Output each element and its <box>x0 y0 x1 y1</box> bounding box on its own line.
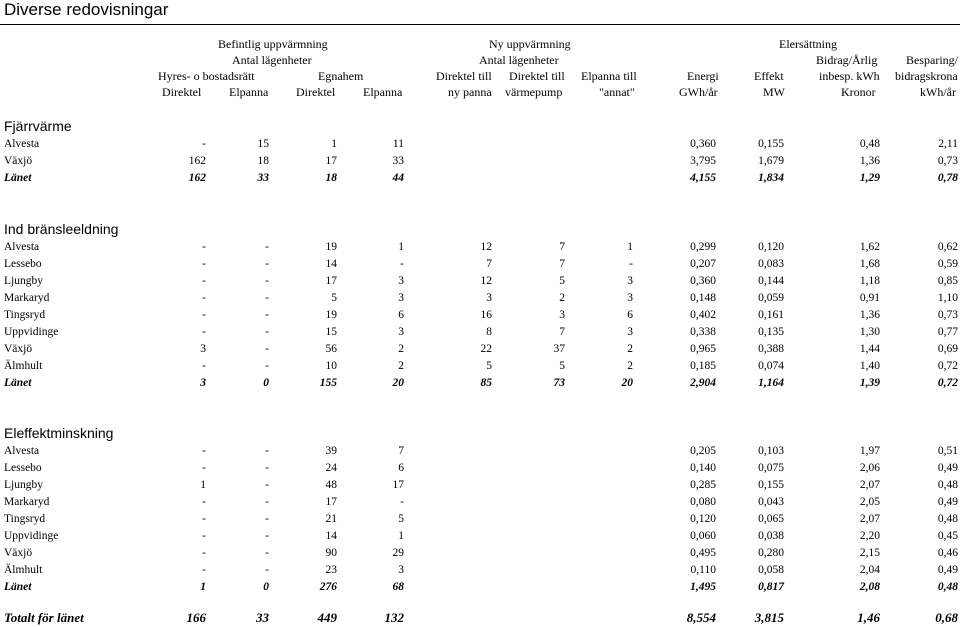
header-antal-lagenheter-ny: Antal lägenheter <box>479 53 559 67</box>
cell-c7: 1 <box>627 241 633 253</box>
cell-c5: 12 <box>480 275 492 287</box>
cell-kwh: 0,77 <box>937 326 958 338</box>
header-antal-lagenheter-befintlig: Antal lägenheter <box>232 53 312 67</box>
cell-c1: 3 <box>200 377 206 389</box>
row-label: Markaryd <box>4 292 50 304</box>
header-elpanna-till: Elpanna till <box>581 69 637 83</box>
cell-energi: 0,360 <box>690 138 716 150</box>
cell-c3: 14 <box>325 530 337 542</box>
cell-c3: 1 <box>331 138 337 150</box>
header-befintlig-uppvarmning: Befintlig uppvärmning <box>218 37 328 51</box>
row-label: Alvesta <box>4 138 40 150</box>
cell-c4: 3 <box>398 564 404 576</box>
cell-c3: 17 <box>325 496 337 508</box>
cell-energi: 8,554 <box>686 610 716 625</box>
cell-c3: 155 <box>319 377 337 389</box>
cell-c2: - <box>265 496 269 508</box>
row-label: Lessebo <box>4 462 42 474</box>
cell-c4: 132 <box>384 610 404 625</box>
cell-effekt: 0,058 <box>758 564 784 576</box>
cell-energi: 0,060 <box>690 530 716 542</box>
cell-c4: 3 <box>398 292 404 304</box>
cell-c1: - <box>202 292 206 304</box>
cell-c3: 14 <box>325 258 337 270</box>
cell-c1: - <box>202 360 206 372</box>
cell-c6: 7 <box>559 326 565 338</box>
cell-c6: 3 <box>559 309 565 321</box>
cell-c1: - <box>202 564 206 576</box>
cell-c2: 0 <box>263 581 269 593</box>
total-row <box>0 376 960 391</box>
cell-effekt: 0,280 <box>758 547 784 559</box>
cell-kwh: 0,73 <box>937 309 958 321</box>
cell-c4: 44 <box>392 172 404 184</box>
cell-energi: 0,285 <box>690 479 716 491</box>
table-row <box>0 512 960 527</box>
total-row <box>0 580 960 595</box>
cell-effekt: 0,083 <box>758 258 784 270</box>
cell-c7: 20 <box>621 377 633 389</box>
table-row <box>0 563 960 578</box>
cell-c7: 2 <box>627 360 633 372</box>
cell-c6: 2 <box>559 292 565 304</box>
cell-energi: 0,110 <box>690 564 716 576</box>
cell-c2: - <box>265 241 269 253</box>
grand-total-row <box>0 610 960 625</box>
cell-energi: 0,207 <box>690 258 716 270</box>
cell-c1: 1 <box>200 479 206 491</box>
cell-c6: 5 <box>559 275 565 287</box>
cell-c3: 19 <box>325 241 337 253</box>
cell-c1: 166 <box>186 610 206 625</box>
cell-kwh: 0,72 <box>937 377 958 389</box>
cell-energi: 0,205 <box>690 445 716 457</box>
cell-kwh: 0,48 <box>937 513 958 525</box>
row-label: Länet <box>4 172 32 184</box>
header-ny-uppvarmning: Ny uppvärmning <box>489 37 571 51</box>
cell-c2: 18 <box>257 155 269 167</box>
cell-effekt: 0,155 <box>758 138 784 150</box>
header-direktel-till-2: Direktel till <box>509 69 565 83</box>
cell-effekt: 0,135 <box>758 326 784 338</box>
cell-kwh: 0,46 <box>937 547 958 559</box>
cell-kronor: 1,30 <box>859 326 880 338</box>
cell-c1: - <box>202 496 206 508</box>
cell-c4: 2 <box>398 360 404 372</box>
cell-c2: - <box>265 564 269 576</box>
cell-c3: 17 <box>325 275 337 287</box>
cell-c4: 17 <box>392 479 404 491</box>
cell-c1: - <box>202 445 206 457</box>
row-label: Uppvidinge <box>4 530 59 542</box>
cell-c1: - <box>202 547 206 559</box>
cell-c2: - <box>265 292 269 304</box>
cell-kronor: 2,07 <box>859 479 880 491</box>
cell-kronor: 1,68 <box>859 258 880 270</box>
table-row <box>0 444 960 459</box>
cell-energi: 2,904 <box>690 377 716 389</box>
header-direktel-1: Direktel <box>162 85 202 99</box>
cell-c3: 19 <box>325 309 337 321</box>
row-label: Lessebo <box>4 258 42 270</box>
cell-c2: 0 <box>263 377 269 389</box>
cell-c2: 33 <box>257 172 269 184</box>
cell-effekt: 0,059 <box>758 292 784 304</box>
cell-c7: 3 <box>627 275 633 287</box>
cell-effekt: 1,834 <box>758 172 784 184</box>
cell-energi: 0,402 <box>690 309 716 321</box>
cell-c4: 6 <box>398 309 404 321</box>
cell-c4: 7 <box>398 445 404 457</box>
cell-kronor: 1,97 <box>859 445 880 457</box>
cell-kronor: 1,18 <box>859 275 880 287</box>
header-besparing: Besparing/ <box>906 53 958 67</box>
cell-kronor: 2,04 <box>859 564 880 576</box>
header-gwh-ar: GWh/år <box>679 85 718 99</box>
table-row <box>0 154 960 169</box>
cell-c7: 3 <box>627 292 633 304</box>
header-direktel-2: Direktel <box>296 85 336 99</box>
header-bidrag-arlig: Bidrag/Årlig <box>816 53 878 67</box>
cell-kwh: 0,49 <box>937 462 958 474</box>
header-mw: MW <box>763 85 785 99</box>
cell-c1: 162 <box>188 155 206 167</box>
cell-kronor: 1,39 <box>859 377 880 389</box>
cell-c4: 6 <box>398 462 404 474</box>
cell-kronor: 1,36 <box>859 155 880 167</box>
cell-energi: 0,965 <box>690 343 716 355</box>
header-hyres-bostadsratt: Hyres- o bostadsrätt <box>158 69 255 83</box>
cell-effekt: 0,065 <box>758 513 784 525</box>
cell-c2: 33 <box>256 610 269 625</box>
cell-kronor: 1,46 <box>857 610 880 625</box>
cell-c6: 37 <box>553 343 565 355</box>
cell-c1: - <box>202 275 206 287</box>
cell-kwh: 0,68 <box>935 610 958 625</box>
cell-kronor: 1,44 <box>859 343 880 355</box>
row-label: Älmhult <box>4 564 43 576</box>
table-row <box>0 257 960 272</box>
cell-c2: - <box>265 326 269 338</box>
cell-c4: 33 <box>392 155 404 167</box>
cell-c2: - <box>265 258 269 270</box>
cell-c4: 3 <box>398 326 404 338</box>
cell-kronor: 2,05 <box>859 496 880 508</box>
cell-kronor: 2,08 <box>859 581 880 593</box>
cell-c6: 73 <box>553 377 565 389</box>
cell-effekt: 0,103 <box>758 445 784 457</box>
table-row <box>0 240 960 255</box>
cell-c1: - <box>202 241 206 253</box>
table-row <box>0 291 960 306</box>
header-kwh-ar: kWh/år <box>920 85 956 99</box>
cell-effekt: 0,144 <box>758 275 784 287</box>
cell-c6: 7 <box>559 241 565 253</box>
header-bidragskrona: bidragskrona <box>895 69 958 83</box>
cell-c4: 5 <box>398 513 404 525</box>
cell-effekt: 1,679 <box>758 155 784 167</box>
cell-c4: 11 <box>392 138 404 150</box>
cell-kronor: 0,48 <box>859 138 880 150</box>
row-label: Älmhult <box>4 360 43 372</box>
cell-c5: 5 <box>486 360 492 372</box>
cell-kronor: 0,91 <box>859 292 880 304</box>
cell-c1: 1 <box>200 581 206 593</box>
cell-c5: 22 <box>480 343 492 355</box>
header-direktel-till-1: Direktel till <box>436 69 492 83</box>
section-title: Fjärrvärme <box>4 118 72 134</box>
cell-c2: - <box>265 547 269 559</box>
row-label: Alvesta <box>4 445 40 457</box>
header-varmepump: värmepump <box>505 85 563 99</box>
cell-kronor: 1,40 <box>859 360 880 372</box>
cell-c3: 90 <box>325 547 337 559</box>
cell-c5: 8 <box>486 326 492 338</box>
cell-c3: 48 <box>325 479 337 491</box>
cell-kronor: 2,15 <box>859 547 880 559</box>
cell-effekt: 0,043 <box>758 496 784 508</box>
table-row <box>0 359 960 374</box>
cell-c5: 85 <box>480 377 492 389</box>
cell-c3: 449 <box>317 610 337 625</box>
row-label: Alvesta <box>4 241 40 253</box>
cell-c3: 5 <box>331 292 337 304</box>
cell-effekt: 0,388 <box>758 343 784 355</box>
cell-kwh: 0,45 <box>937 530 958 542</box>
cell-energi: 0,360 <box>690 275 716 287</box>
table-row <box>0 478 960 493</box>
row-label: Uppvidinge <box>4 326 59 338</box>
cell-kronor: 2,20 <box>859 530 880 542</box>
cell-effekt: 0,120 <box>758 241 784 253</box>
cell-kwh: 0,78 <box>937 172 958 184</box>
cell-c2: - <box>265 462 269 474</box>
cell-energi: 0,140 <box>690 462 716 474</box>
row-label: Ljungby <box>4 275 43 287</box>
cell-c3: 21 <box>325 513 337 525</box>
cell-c5: 16 <box>480 309 492 321</box>
cell-energi: 0,148 <box>690 292 716 304</box>
cell-c4: - <box>400 496 404 508</box>
table-row <box>0 137 960 152</box>
cell-effekt: 1,164 <box>758 377 784 389</box>
table-row <box>0 495 960 510</box>
row-label: Markaryd <box>4 496 50 508</box>
table-row <box>0 274 960 289</box>
cell-c3: 18 <box>325 172 337 184</box>
cell-c7: 2 <box>627 343 633 355</box>
cell-c4: 1 <box>398 530 404 542</box>
cell-c3: 15 <box>325 326 337 338</box>
header-ny-panna: ny panna <box>448 85 492 99</box>
table-row <box>0 529 960 544</box>
cell-c3: 23 <box>325 564 337 576</box>
cell-c3: 56 <box>325 343 337 355</box>
cell-c4: 2 <box>398 343 404 355</box>
table-row <box>0 308 960 323</box>
row-label: Växjö <box>4 155 33 167</box>
cell-kwh: 0,49 <box>937 496 958 508</box>
cell-kwh: 0,72 <box>937 360 958 372</box>
cell-c7: - <box>629 258 633 270</box>
cell-c3: 39 <box>325 445 337 457</box>
cell-kronor: 2,07 <box>859 513 880 525</box>
row-label: Tingsryd <box>4 309 46 321</box>
header-kronor: Kronor <box>841 85 876 99</box>
header-elpanna-2: Elpanna <box>363 85 403 99</box>
page-title: Diverse redovisningar <box>4 0 169 19</box>
section-title: Ind bränsleeldning <box>4 221 119 237</box>
cell-c4: - <box>400 258 404 270</box>
cell-c2: - <box>265 343 269 355</box>
cell-effekt: 0,155 <box>758 479 784 491</box>
cell-c2: - <box>265 309 269 321</box>
cell-c2: 15 <box>257 138 269 150</box>
cell-kwh: 0,69 <box>937 343 958 355</box>
row-label: Totalt för länet <box>4 610 84 625</box>
cell-energi: 0,185 <box>690 360 716 372</box>
cell-kwh: 1,10 <box>937 292 958 304</box>
cell-energi: 4,155 <box>690 172 716 184</box>
row-label: Länet <box>4 377 32 389</box>
row-label: Växjö <box>4 343 33 355</box>
cell-c1: - <box>202 309 206 321</box>
header-elersattning: Elersättning <box>779 37 837 51</box>
cell-kwh: 0,51 <box>937 445 958 457</box>
cell-c5: 3 <box>486 292 492 304</box>
row-label: Ljungby <box>4 479 43 491</box>
cell-c4: 20 <box>392 377 404 389</box>
cell-c7: 6 <box>627 309 633 321</box>
table-row <box>0 325 960 340</box>
section-title: Eleffektminskning <box>4 425 114 441</box>
cell-c3: 17 <box>325 155 337 167</box>
row-label: Växjö <box>4 547 33 559</box>
cell-c3: 24 <box>325 462 337 474</box>
cell-effekt: 0,075 <box>758 462 784 474</box>
cell-c1: - <box>202 530 206 542</box>
cell-kwh: 0,85 <box>937 275 958 287</box>
cell-effekt: 3,815 <box>754 610 784 625</box>
cell-energi: 3,795 <box>690 155 716 167</box>
cell-c2: - <box>265 513 269 525</box>
header-inbesp-kwh: inbesp. kWh <box>819 69 880 83</box>
cell-energi: 1,495 <box>690 581 716 593</box>
cell-c4: 29 <box>392 547 404 559</box>
cell-c1: 162 <box>188 172 206 184</box>
cell-c2: - <box>265 360 269 372</box>
cell-c6: 7 <box>559 258 565 270</box>
table-row <box>0 546 960 561</box>
header-egnahem: Egnahem <box>318 69 364 83</box>
cell-c1: - <box>202 258 206 270</box>
cell-kwh: 0,48 <box>937 479 958 491</box>
table-row <box>0 461 960 476</box>
cell-c1: - <box>202 513 206 525</box>
cell-c1: 3 <box>200 343 206 355</box>
cell-energi: 0,495 <box>690 547 716 559</box>
row-label: Länet <box>4 581 32 593</box>
cell-kronor: 1,62 <box>859 241 880 253</box>
cell-effekt: 0,038 <box>758 530 784 542</box>
header-annat: "annat" <box>599 85 635 99</box>
cell-kwh: 0,62 <box>937 241 958 253</box>
cell-c4: 68 <box>392 581 404 593</box>
cell-kronor: 1,36 <box>859 309 880 321</box>
cell-energi: 0,120 <box>690 513 716 525</box>
title-divider <box>0 24 960 25</box>
header-elpanna-1: Elpanna <box>229 85 269 99</box>
cell-kwh: 2,11 <box>938 138 958 150</box>
cell-c1: - <box>202 326 206 338</box>
total-row <box>0 171 960 186</box>
cell-c3: 276 <box>319 581 337 593</box>
cell-effekt: 0,161 <box>758 309 784 321</box>
cell-kwh: 0,48 <box>937 581 958 593</box>
cell-kwh: 0,59 <box>937 258 958 270</box>
cell-c3: 10 <box>325 360 337 372</box>
cell-effekt: 0,074 <box>758 360 784 372</box>
cell-energi: 0,338 <box>690 326 716 338</box>
cell-effekt: 0,817 <box>758 581 784 593</box>
cell-c2: - <box>265 275 269 287</box>
cell-c1: - <box>202 462 206 474</box>
cell-c5: 12 <box>480 241 492 253</box>
cell-energi: 0,080 <box>690 496 716 508</box>
cell-kronor: 1,29 <box>859 172 880 184</box>
header-energi: Energi <box>687 69 719 83</box>
cell-c2: - <box>265 445 269 457</box>
cell-c5: 7 <box>486 258 492 270</box>
cell-c4: 1 <box>398 241 404 253</box>
cell-kwh: 0,49 <box>937 564 958 576</box>
row-label: Tingsryd <box>4 513 46 525</box>
cell-kronor: 2,06 <box>859 462 880 474</box>
cell-c6: 5 <box>559 360 565 372</box>
cell-c2: - <box>265 530 269 542</box>
table-row <box>0 342 960 357</box>
cell-kwh: 0,73 <box>937 155 958 167</box>
header-effekt: Effekt <box>754 69 784 83</box>
cell-c7: 3 <box>627 326 633 338</box>
cell-c2: - <box>265 479 269 491</box>
cell-energi: 0,299 <box>690 241 716 253</box>
cell-c1: - <box>202 138 206 150</box>
cell-c4: 3 <box>398 275 404 287</box>
